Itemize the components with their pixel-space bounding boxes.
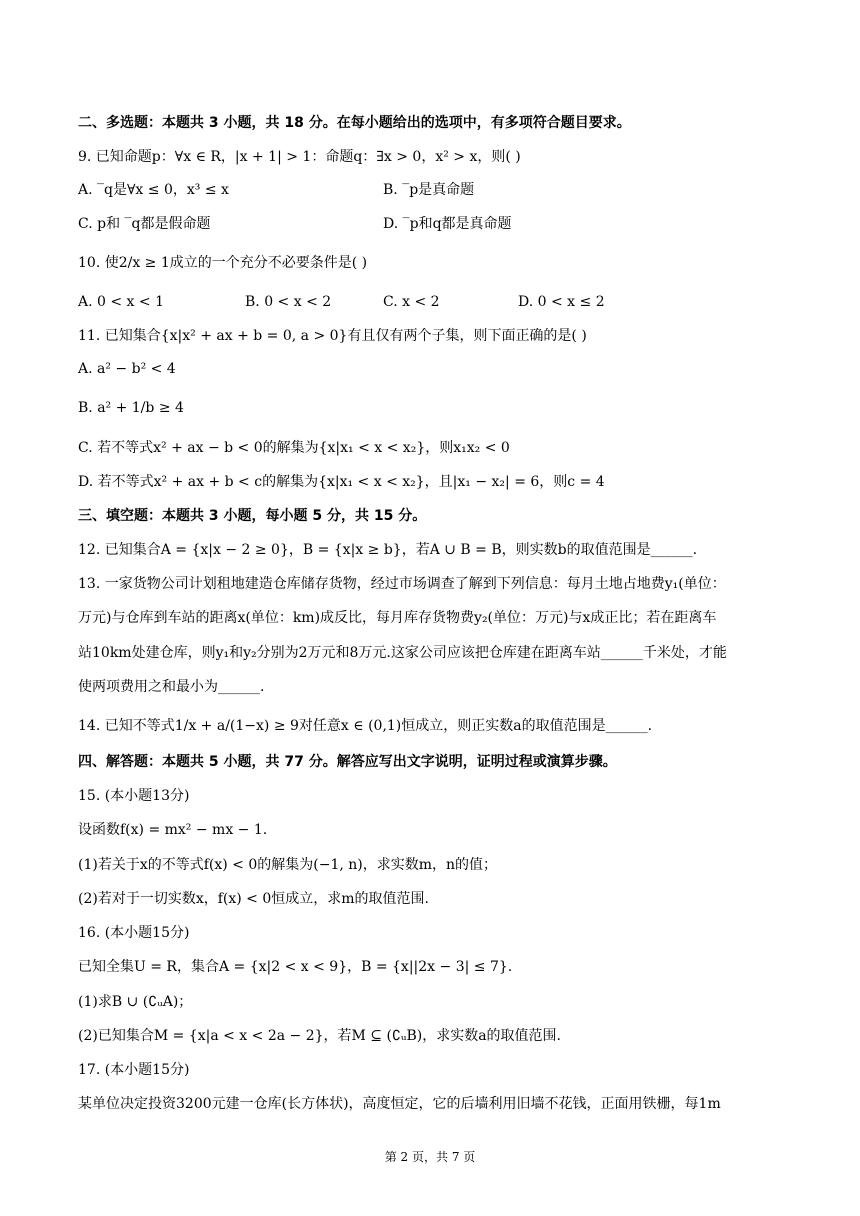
q13-line1: 13. 一家货物公司计划租地建造仓库储存货物，经过市场调查了解到下列信息：每月土地占地费y₁(单位： <box>78 576 726 592</box>
q14-text: 14. 已知不等式1/x + a/(1−x) ≥ 9对任意x ∈ (0,1)恒成立，则正实数a的取值范围是______. <box>78 718 653 734</box>
q11-option-d: D. 若不等式x² + ax + b < c的解集为{x|x₁ < x < x₂}，且|x₁ − x₂| = 6，则c = 4 <box>78 474 605 490</box>
q16-part1: (1)求B ∪ (∁ᵤA)； <box>78 994 193 1010</box>
q10-option-c: C. x < 2 <box>383 294 440 310</box>
q10-option-a: A. 0 < x < 1 <box>78 294 164 310</box>
q13-line3: 站10km处建仓库，则y₁和y₂分别为2万元和8万元.这家公司应该把仓库建在距离车站______千米处，才能 <box>78 645 727 661</box>
q15-part1: (1)若关于x的不等式f(x) < 0的解集为(−1, n)，求实数m，n的值； <box>78 857 498 873</box>
q11-option-a: A. a² − b² < 4 <box>78 361 176 377</box>
q9-option-c: C. p和 ‾q都是假命题 <box>78 216 211 232</box>
q10-stem: 10. 使2/x ≥ 1成立的一个充分不必要条件是( ) <box>78 255 368 271</box>
q9-stem: 9. 已知命题p：∀x ∈ R，|x + 1| > 1：命题q：∃x > 0，x² > x，则( ) <box>78 149 521 165</box>
q10-option-b: B. 0 < x < 2 <box>245 294 332 310</box>
q17-line1: 某单位决定投资3200元建一仓库(长方体状)，高度恒定，它的后墙利用旧墙不花钱，正面用铁栅，每1m <box>78 1096 721 1112</box>
q13-line2: 万元)与仓库到车站的距离x(单位：km)成反比，每月库存货物费y₂(单位：万元)与x成正比；若在距离车 <box>78 610 717 626</box>
page-footer: 第 2 页，共 7 页 <box>384 1150 476 1164</box>
section2-heading: 二、多选题：本题共 3 小题，共 18 分。在每小题给出的选项中，有多项符合题目要求。 <box>78 115 631 131</box>
q17-title: 17. (本小题15分) <box>78 1062 190 1078</box>
q16-line1: 已知全集U = R，集合A = {x|2 < x < 9}，B = {x||2x − 3| ≤ 7}. <box>78 959 513 975</box>
q13-line4: 使两项费用之和最小为______. <box>78 679 265 695</box>
q16-title: 16. (本小题15分) <box>78 925 190 941</box>
q15-line1: 设函数f(x) = mx² − mx − 1. <box>78 822 268 838</box>
section3-heading: 三、填空题：本题共 3 小题，每小题 5 分，共 15 分。 <box>78 508 427 524</box>
q16-part2: (2)已知集合M = {x|a < x < 2a − 2}，若M ⊆ (∁ᵤB)，求实数a的取值范围. <box>78 1028 561 1044</box>
q11-option-c: C. 若不等式x² + ax − b < 0的解集为{x|x₁ < x < x₂}，则x₁x₂ < 0 <box>78 440 510 456</box>
q11-option-b: B. a² + 1/b ≥ 4 <box>78 400 184 416</box>
q10-option-d: D. 0 < x ≤ 2 <box>518 294 605 310</box>
q15-title: 15. (本小题13分) <box>78 788 190 804</box>
q9-option-b: B. ‾p是真命题 <box>383 182 475 198</box>
q11-stem: 11. 已知集合{x|x² + ax + b = 0, a > 0}有且仅有两个子集，则下面正确的是( ) <box>78 328 587 344</box>
section4-heading: 四、解答题：本题共 5 小题，共 77 分。解答应写出文字说明，证明过程或演算步骤。 <box>78 754 617 770</box>
q9-option-d: D. ‾p和q都是真命题 <box>383 216 512 232</box>
q12-text: 12. 已知集合A = {x|x − 2 ≥ 0}，B = {x|x ≥ b}，若A ∪ B = B，则实数b的取值范围是______. <box>78 542 698 558</box>
q9-option-a: A. ‾q是∀x ≤ 0，x³ ≤ x <box>78 182 229 198</box>
q15-part2: (2)若对于一切实数x，f(x) < 0恒成立，求m的取值范围. <box>78 891 429 907</box>
